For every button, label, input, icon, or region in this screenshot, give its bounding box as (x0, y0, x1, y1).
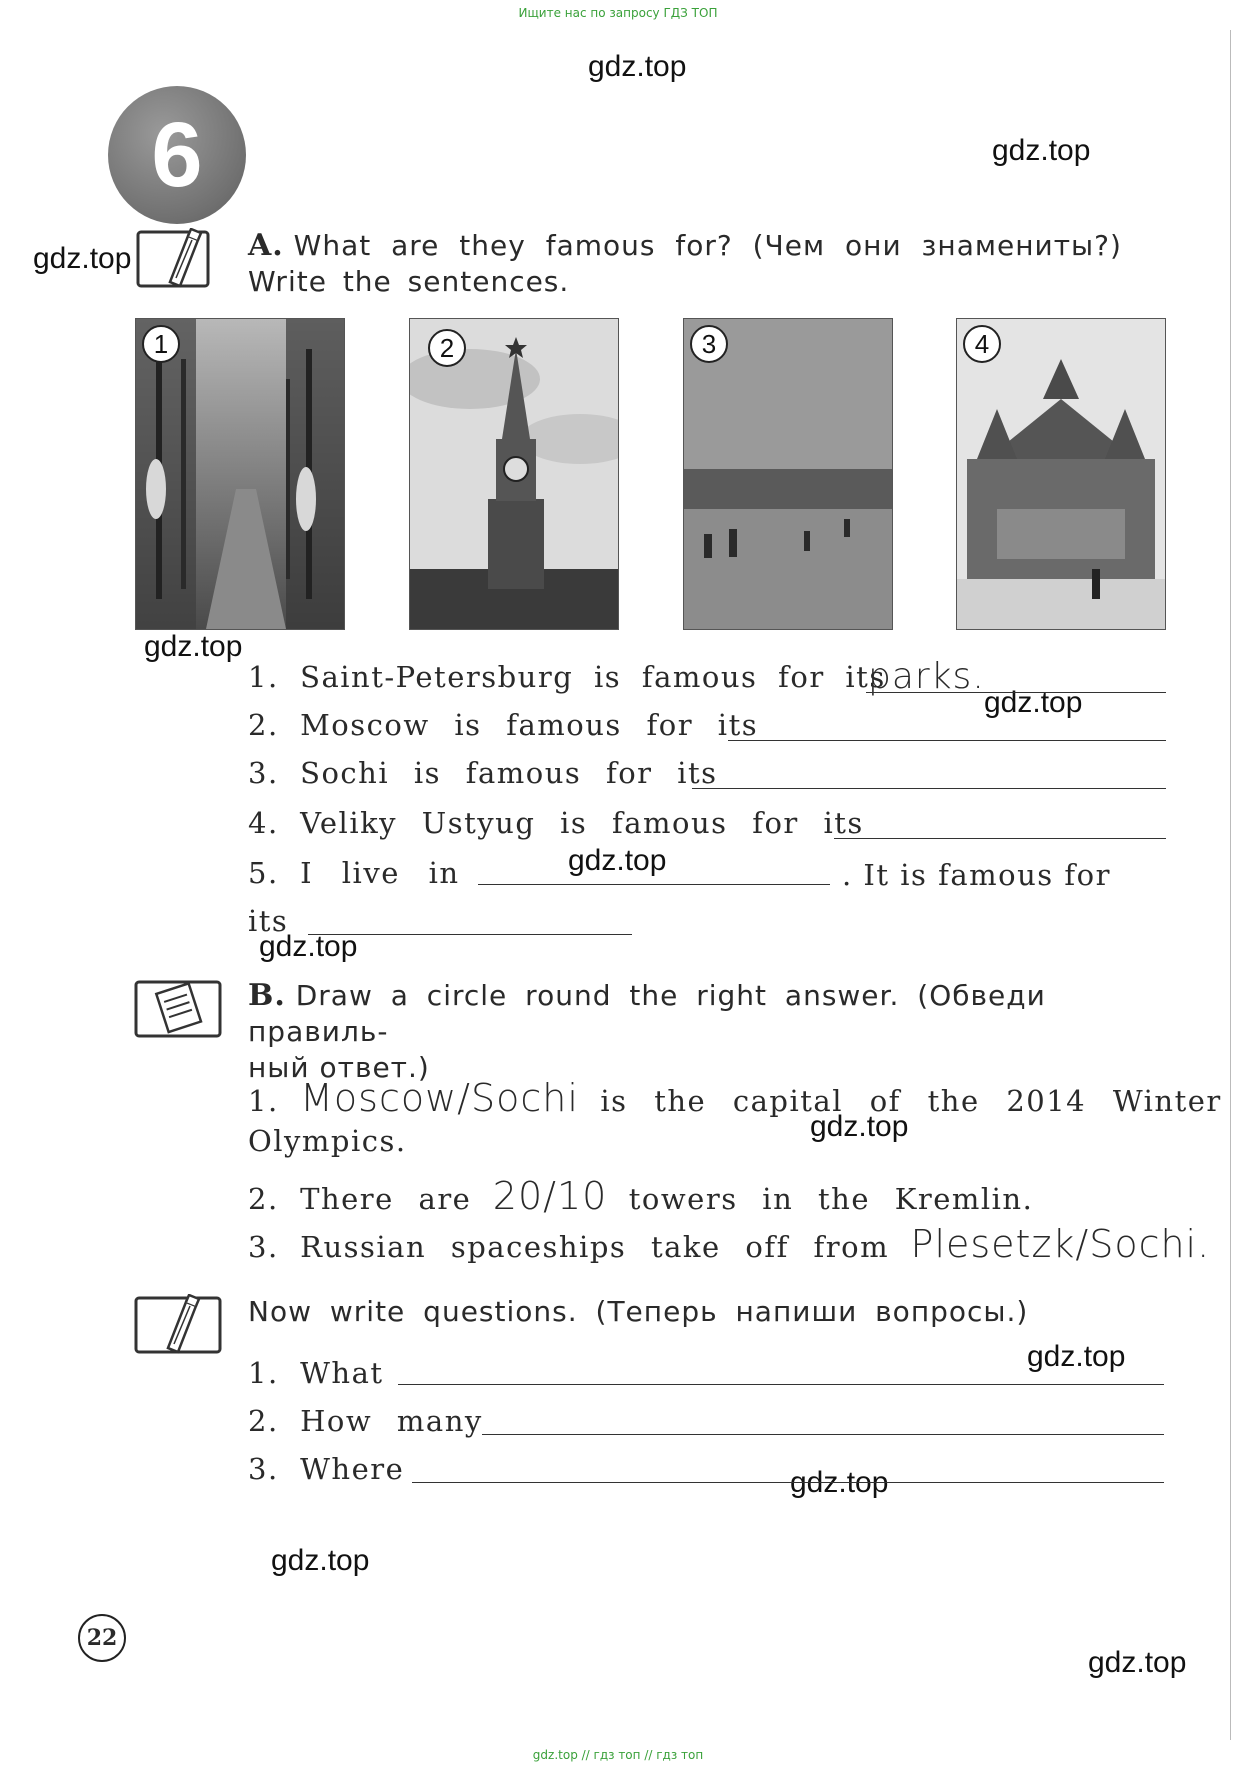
choice-options[interactable]: 20/10 (492, 1174, 608, 1218)
item-number: 3. (248, 1230, 279, 1264)
photo-ded-moroz-residence (956, 318, 1166, 630)
unit-number-badge (108, 86, 246, 224)
answer-line[interactable] (692, 788, 1166, 789)
sentence-5 (248, 856, 460, 890)
photo-number-badge: 3 (690, 325, 728, 363)
notebook-icon (134, 978, 222, 1040)
item-number: 1. (248, 1084, 279, 1118)
task-b-item-3 (248, 1222, 1210, 1266)
photo-number-badge: 2 (428, 329, 466, 367)
sentence-text: Sochi is famous for its (300, 756, 718, 790)
answer-line[interactable] (728, 740, 1166, 741)
page-number: 22 (78, 1614, 126, 1662)
item-number: 2. (248, 1182, 279, 1216)
watermark: gdz.top (33, 242, 132, 275)
answer-line[interactable] (478, 884, 830, 885)
sentence-1 (248, 660, 886, 694)
watermark: gdz.top (984, 686, 1083, 719)
choice-options[interactable]: Moscow/Sochi (300, 1076, 579, 1120)
question-1 (248, 1356, 384, 1390)
watermark: gdz.top (144, 630, 243, 663)
answer-line[interactable] (412, 1482, 1164, 1483)
answer-line[interactable] (398, 1384, 1164, 1385)
photo-beach (683, 318, 893, 630)
watermark: gdz.top (259, 930, 358, 963)
pencil-paper-icon (136, 228, 224, 290)
question-start: How many (300, 1404, 483, 1438)
choice-options[interactable]: Plesetzk/Sochi. (910, 1222, 1211, 1266)
sentence-number: 4. (248, 806, 279, 840)
sentence-text: I live in (300, 856, 460, 890)
task-a-instruction (248, 228, 1168, 300)
photo-park (135, 318, 345, 630)
sentence-number: 1. (248, 660, 279, 694)
sentence-number: 5. (248, 856, 279, 890)
item-text-pre: Russian spaceships take off from (300, 1230, 890, 1264)
sentence-number: 3. (248, 756, 279, 790)
bottom-banner: gdz.top // гдз топ // гдз топ (532, 1748, 704, 1762)
watermark: gdz.top (1088, 1646, 1187, 1679)
question-2 (248, 1404, 483, 1438)
watermark: gdz.top (271, 1544, 370, 1577)
sentence-3 (248, 756, 718, 790)
handwritten-answer: parks. (868, 656, 985, 697)
unit-number: 6 (151, 104, 203, 206)
item-text-post: towers in the Kremlin. (628, 1182, 1034, 1216)
watermark: gdz.top (790, 1466, 889, 1499)
item-text: is the capital of the 2014 Winter (600, 1084, 1222, 1118)
top-banner: Ищите нас по запросу ГДЗ ТОП (518, 6, 718, 20)
task-b-title-line2: ный ответ.) (248, 1051, 430, 1084)
pencil-paper-icon (134, 1294, 222, 1356)
watermark: gdz.top (1027, 1340, 1126, 1373)
task-c-instruction: Now write questions. (Теперь напиши вопросы.) (248, 1295, 1029, 1328)
answer-line[interactable] (482, 1434, 1164, 1435)
task-a-title: What are they famous for? (Чем они знамениты?) (293, 229, 1122, 262)
sentence-5-end: its (248, 904, 289, 938)
photo-number-badge: 1 (142, 325, 180, 363)
sentence-text: Saint-Petersburg is famous for its (300, 660, 886, 694)
question-number: 1. (248, 1356, 279, 1390)
task-b-item-1 (248, 1076, 1222, 1120)
sentence-2 (248, 708, 758, 742)
task-a-letter: A. (248, 228, 284, 263)
task-a-title-line2: Write the sentences. (248, 265, 570, 298)
question-start: What (300, 1356, 384, 1390)
answer-line[interactable] (866, 692, 1166, 693)
answer-line[interactable] (308, 934, 632, 935)
question-number: 3. (248, 1452, 279, 1486)
photo-number-badge: 4 (963, 325, 1001, 363)
task-b-item-2 (248, 1174, 1033, 1218)
task-b-title: Draw a circle round the right answer. (Обведи правиль- (248, 979, 1046, 1048)
task-b-letter: B. (248, 978, 286, 1013)
question-start: Where (300, 1452, 405, 1486)
sentence-text: Veliky Ustyug is famous for its (300, 806, 864, 840)
watermark: gdz.top (588, 50, 687, 83)
page-edge-line (1230, 30, 1231, 1740)
task-b-instruction (248, 978, 1168, 1086)
watermark: gdz.top (810, 1110, 909, 1143)
task-b-item-1-line2: Olympics. (248, 1124, 407, 1158)
question-3 (248, 1452, 404, 1486)
watermark: gdz.top (992, 134, 1091, 167)
sentence-5-continuation: . It is famous for (842, 858, 1111, 892)
sentence-number: 2. (248, 708, 279, 742)
item-text-pre: There are (300, 1182, 472, 1216)
watermark: gdz.top (568, 844, 667, 877)
answer-line[interactable] (834, 838, 1166, 839)
photo-kremlin (409, 318, 619, 630)
sentence-text: Moscow is famous for its (300, 708, 759, 742)
sentence-4 (248, 806, 864, 840)
question-number: 2. (248, 1404, 279, 1438)
